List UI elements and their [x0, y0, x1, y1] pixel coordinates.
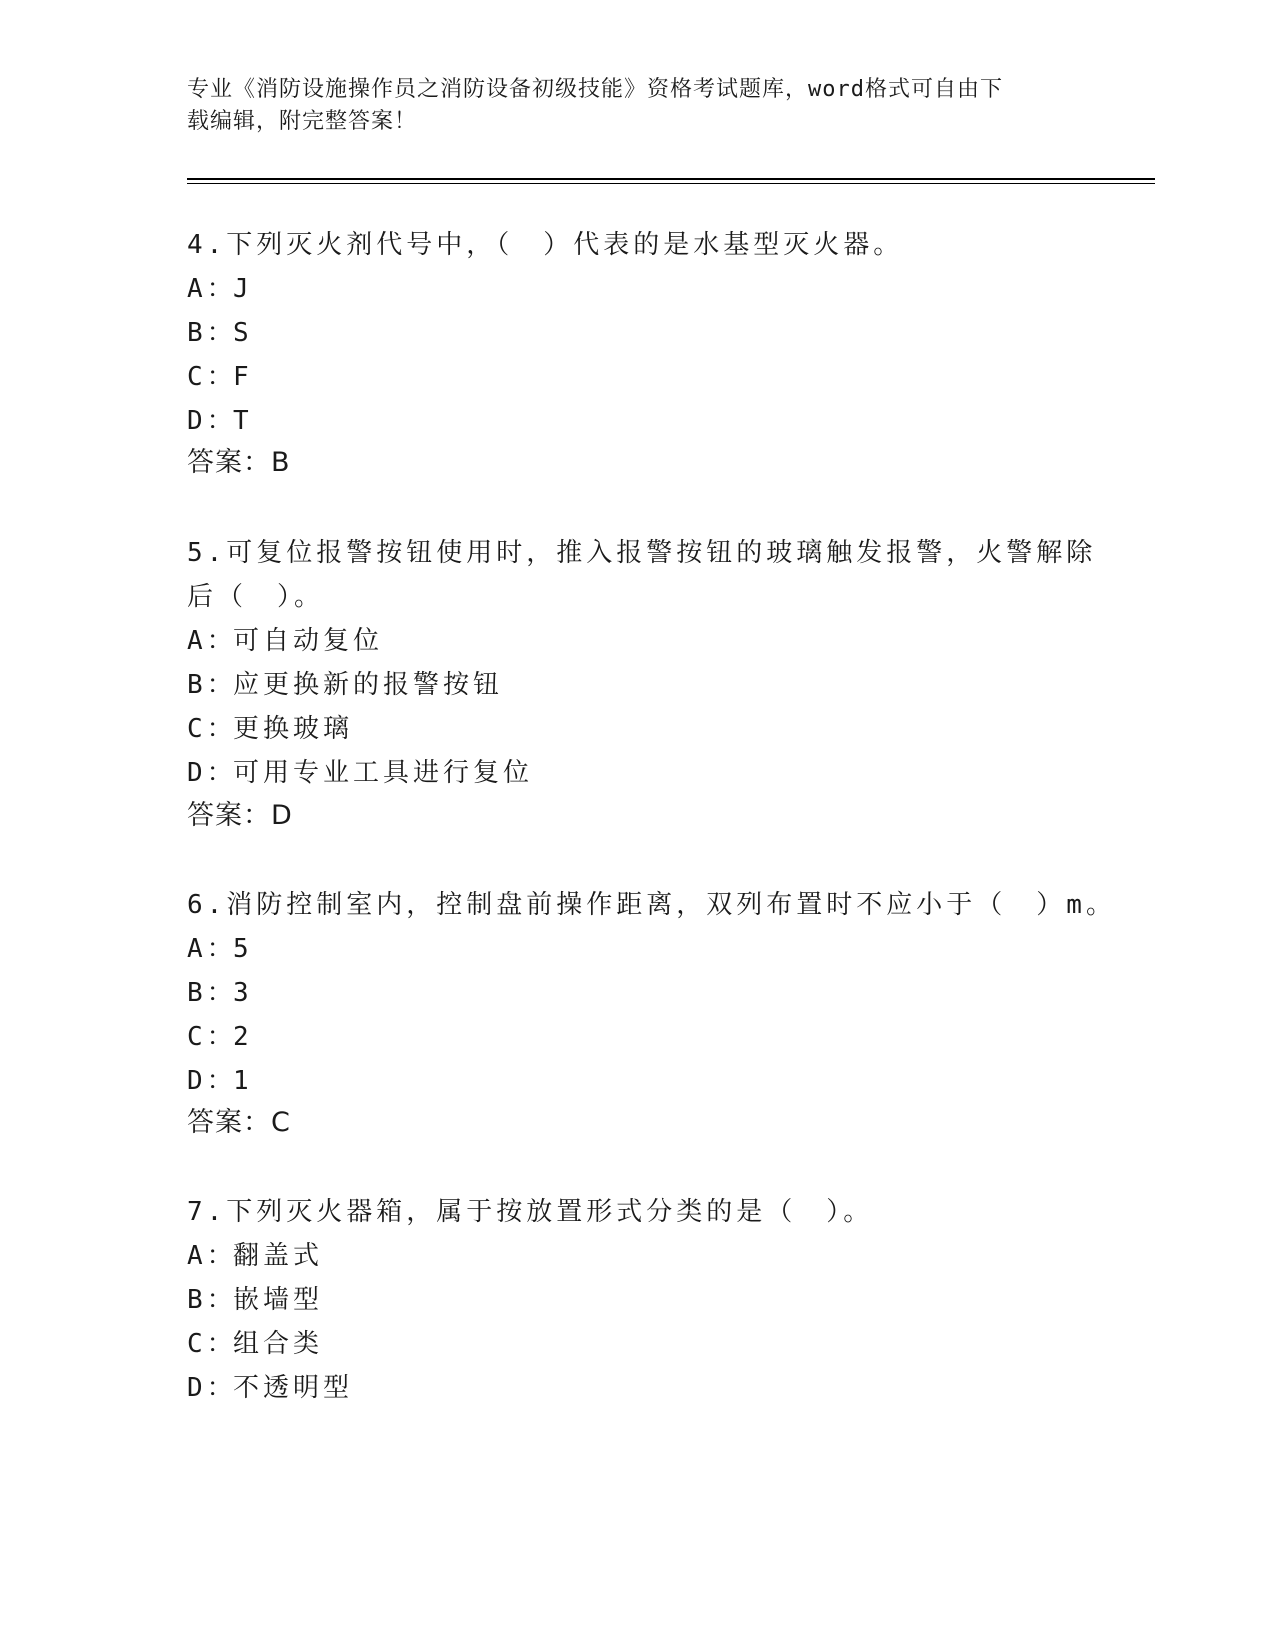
- option-b: [187, 970, 253, 1016]
- header-line-1: 专业《消防设施操作员之消防设备初级技能》资格考试题库，word格式可自由下: [187, 77, 1003, 102]
- option-d: [187, 750, 533, 796]
- option-letter: D：: [187, 1373, 237, 1403]
- option-letter: C：: [187, 714, 237, 744]
- option-letter: A：: [187, 274, 237, 304]
- option-text: 组合类: [233, 1329, 324, 1359]
- option-d: [187, 1365, 353, 1411]
- question-stem: 4.下列灭火剂代号中，（ ）代表的是水基型灭火器。: [187, 230, 904, 260]
- option-text: 嵌墙型: [233, 1285, 324, 1315]
- option-letter: D：: [187, 406, 237, 436]
- option-letter: B：: [187, 670, 237, 700]
- option-text: 更换玻璃: [233, 714, 354, 744]
- answer-line: 答案：B: [187, 447, 291, 478]
- option-text: T: [233, 406, 253, 436]
- option-d: [187, 398, 253, 444]
- option-text: 3: [233, 978, 253, 1008]
- option-a: [187, 618, 383, 664]
- option-text: 应更换新的报警按钮: [233, 670, 504, 700]
- option-letter: D：: [187, 1066, 237, 1096]
- header-line-2: 载编辑，附完整答案！: [187, 109, 418, 134]
- option-b: [187, 310, 253, 356]
- option-letter: C：: [187, 1022, 237, 1052]
- option-b: [187, 662, 503, 708]
- option-b: [187, 1277, 323, 1323]
- option-letter: A：: [187, 934, 237, 964]
- option-letter: D：: [187, 758, 237, 788]
- option-letter: B：: [187, 978, 237, 1008]
- option-text: 翻盖式: [233, 1241, 324, 1271]
- question-stem: 6.消防控制室内，控制盘前操作距离，双列布置时不应小于（ ）m。: [187, 890, 1116, 920]
- option-text: 1: [233, 1066, 253, 1096]
- option-text: 2: [233, 1022, 253, 1052]
- option-letter: C：: [187, 362, 237, 392]
- answer-line: 答案：D: [187, 800, 293, 831]
- option-a: [187, 1233, 323, 1279]
- option-c: [187, 1014, 253, 1060]
- option-text: 可用专业工具进行复位: [233, 758, 534, 788]
- document-header: [187, 74, 1067, 138]
- option-letter: A：: [187, 1241, 237, 1271]
- option-a: [187, 266, 253, 312]
- header-divider-thin: [187, 183, 1155, 184]
- answer-line: 答案：C: [187, 1107, 291, 1138]
- option-letter: C：: [187, 1329, 237, 1359]
- option-letter: A：: [187, 626, 237, 656]
- option-text: J: [233, 274, 253, 304]
- option-d: [187, 1058, 253, 1104]
- question-stem-continued: 后（ ）。: [187, 582, 325, 612]
- option-c: [187, 354, 253, 400]
- option-text: S: [233, 318, 253, 348]
- option-a: [187, 926, 253, 972]
- option-text: 5: [233, 934, 253, 964]
- header-divider-thick: [187, 178, 1155, 180]
- option-c: [187, 706, 353, 752]
- question-stem: 5.可复位报警按钮使用时，推入报警按钮的玻璃触发报警，火警解除: [187, 538, 1097, 568]
- option-letter: B：: [187, 318, 237, 348]
- question-stem: 7.下列灭火器箱，属于按放置形式分类的是（ ）。: [187, 1197, 874, 1227]
- option-text: F: [233, 362, 253, 392]
- option-letter: B：: [187, 1285, 237, 1315]
- option-text: 可自动复位: [233, 626, 384, 656]
- option-c: [187, 1321, 323, 1367]
- option-text: 不透明型: [233, 1373, 354, 1403]
